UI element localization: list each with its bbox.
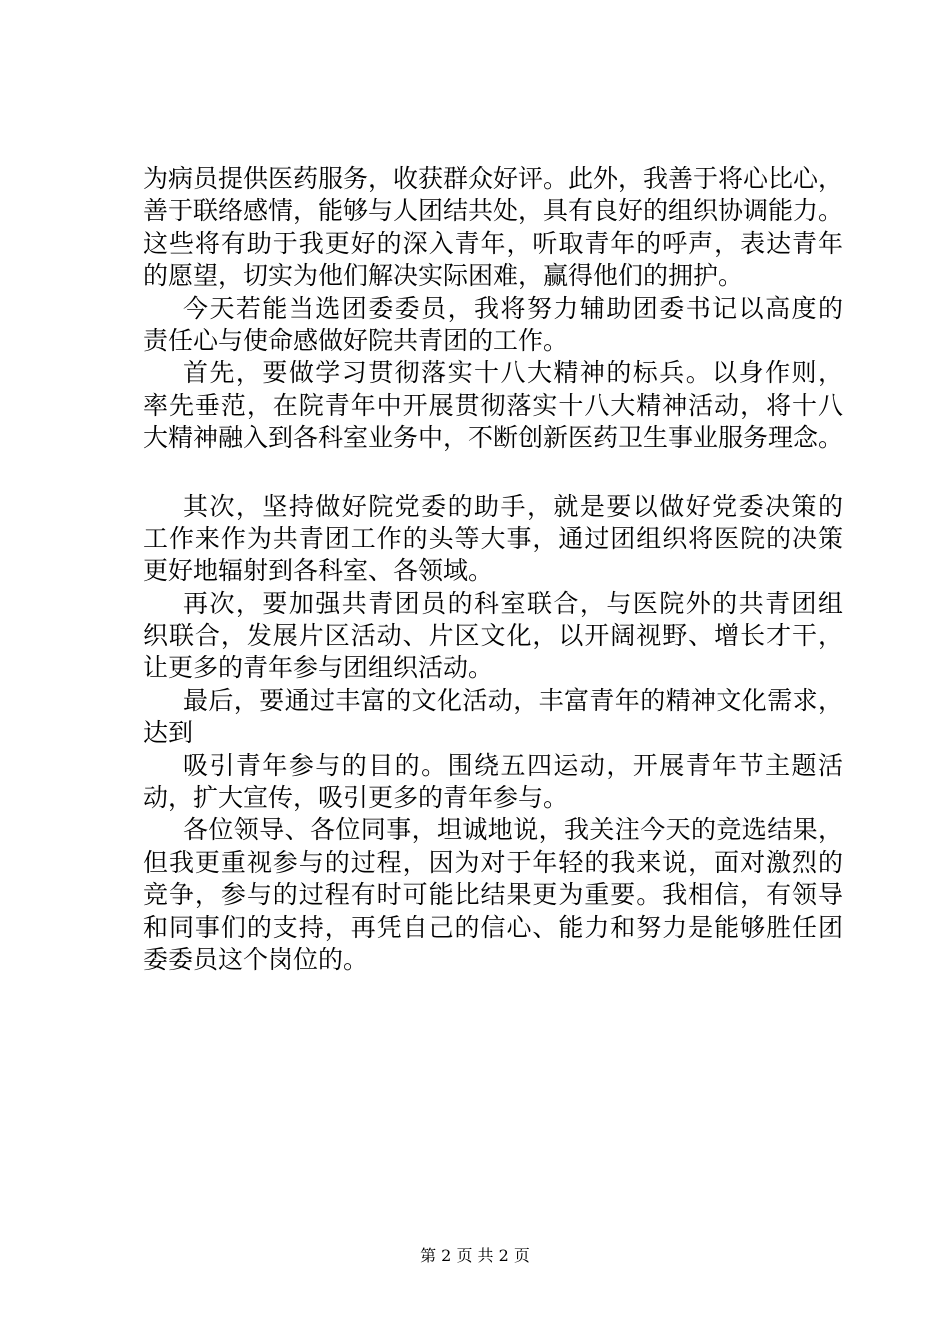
- text-line: 竞争，参与的过程有时可能比结果更为重要。我相信，有领导: [143, 880, 843, 910]
- text-line: 首先，要做学习贯彻落实十八大精神的标兵。以身作则，: [183, 358, 843, 388]
- text-line: 织联合，发展片区活动、片区文化，以开阔视野、增长才干，: [143, 621, 843, 651]
- text-line: 让更多的青年参与团组织活动。: [143, 653, 494, 683]
- text-line: 最后，要通过丰富的文化活动，丰富青年的精神文化需求，: [183, 685, 843, 715]
- text-line: 达到: [143, 718, 194, 748]
- document-body: [143, 163, 843, 976]
- page-number-footer: 第 2 页 共 2 页: [420, 1246, 530, 1265]
- text-line: 和同事们的支持，再凭自己的信心、能力和努力是能够胜任团: [143, 912, 843, 942]
- text-line: 委委员这个岗位的。: [143, 944, 369, 974]
- text-line: 各位领导、各位同事，坦诚地说，我关注今天的竞选结果，: [183, 815, 843, 845]
- paragraph-gap: [143, 455, 843, 491]
- text-line: 这些将有助于我更好的深入青年，听取青年的呼声，表达青年: [143, 228, 843, 258]
- text-line: 工作来作为共青团工作的头等大事，通过团组织将医院的决策: [143, 523, 843, 553]
- text-line: 的愿望，切实为他们解决实际困难，赢得他们的拥护。: [143, 261, 744, 291]
- text-line: 为病员提供医药服务，收获群众好评。此外，我善于将心比心，: [143, 164, 844, 193]
- text-line: 率先垂范，在院青年中开展贯彻落实十八大精神活动，将十八: [143, 390, 843, 420]
- text-line: 今天若能当选团委委员，我将努力辅助团委书记以高度的: [183, 293, 843, 323]
- text-line: 大精神融入到各科室业务中，不断创新医药卫生事业服务理念。: [143, 423, 844, 453]
- text-line: 动，扩大宣传，吸引更多的青年参与。: [143, 783, 569, 813]
- text-line: 更好地辐射到各科室、各领域。: [143, 556, 494, 586]
- text-line: 善于联络感情，能够与人团结共处，具有良好的组织协调能力。: [143, 196, 844, 226]
- text-line: 责任心与使命感做好院共青团的工作。: [143, 325, 569, 355]
- text-line: 其次，坚持做好院党委的助手，就是要以做好党委决策的: [183, 491, 843, 521]
- text-line: 吸引青年参与的目的。围绕五四运动，开展青年节主题活: [183, 750, 843, 780]
- text-line: 但我更重视参与的过程，因为对于年轻的我来说，面对激烈的: [143, 847, 843, 877]
- text-line: 再次，要加强共青团员的科室联合，与医院外的共青团组: [183, 588, 843, 618]
